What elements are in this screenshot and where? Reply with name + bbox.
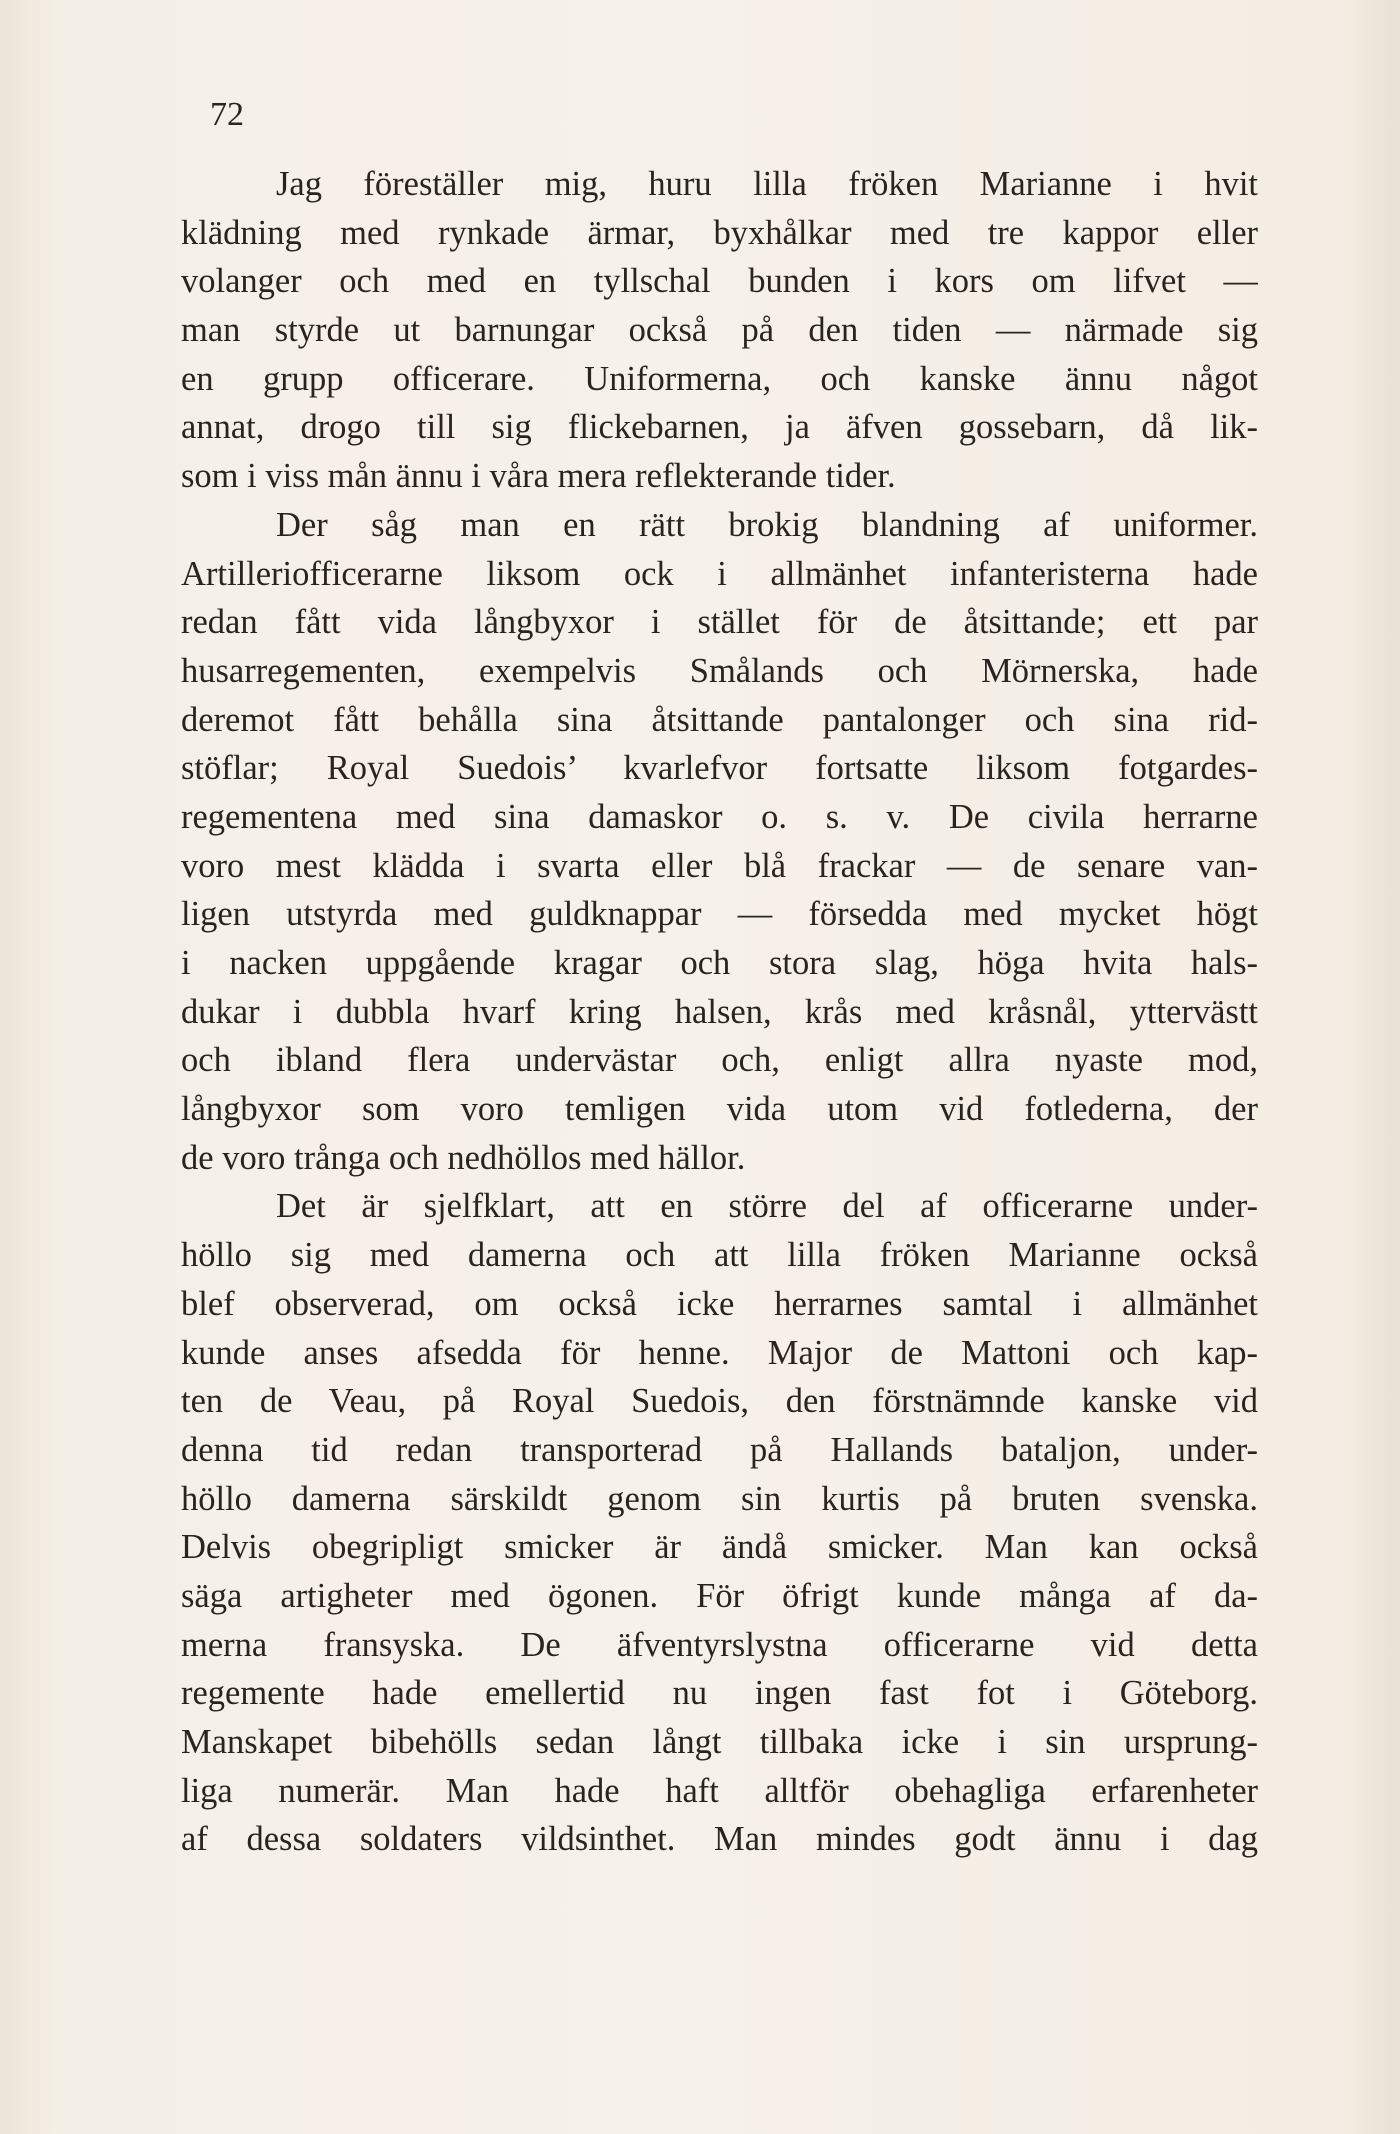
text-line: höllo sig med damerna och att lilla fröken Marianne också [181, 1236, 1258, 1275]
text-line: redan fått vida långbyxor i stället för de åtsittande; ett par [181, 603, 1258, 642]
text-line: i nacken uppgående kragar och stora slag, höga hvita hals- [181, 944, 1258, 982]
text-line: en grupp officerare. Uniformerna, och kanske ännu något [181, 359, 1258, 398]
text-line: liga numerär. Man hade haft alltför obehagliga erfarenheter [181, 1771, 1258, 1810]
text-line: och ibland flera undervästar och, enligt allra nyaste mod, [181, 1041, 1258, 1080]
text-line: annat, drogo till sig flickebarnen, ja äfven gossebarn, då lik- [181, 408, 1258, 447]
text-line: ten de Veau, på Royal Suedois, den förstnämnde kanske vid [181, 1382, 1258, 1421]
body-text [181, 160, 1258, 1864]
text-line: långbyxor som voro temligen vida utom vid fotlederna, der [181, 1090, 1258, 1129]
text-line: klädning med rynkade ärmar, byxhålkar med tre kappor eller [181, 213, 1258, 252]
text-line: Artilleriofficerarne liksom ock i allmänhet infanteristerna hade [181, 554, 1258, 593]
text-line: kunde anses afsedda för henne. Major de Mattoni och kap- [181, 1333, 1258, 1372]
text-line: Jag föreställer mig, huru lilla fröken Marianne i hvit [276, 165, 1258, 203]
text-line: denna tid redan transporterad på Hallands bataljon, under- [181, 1430, 1258, 1469]
text-line: stöflar; Royal Suedois’ kvarlefvor fortsatte liksom fotgardes- [181, 749, 1258, 788]
text-line: voro mest klädda i svarta eller blå frackar — de senare van- [181, 846, 1258, 885]
text-line: volanger och med en tyllschal bunden i kors om lifvet — [181, 262, 1258, 301]
text-line: regementena med sina damaskor o. s. v. De civila herrarne [181, 797, 1258, 836]
text-line: som i viss mån ännu i våra mera reflekterande tider. [181, 457, 896, 496]
text-line: Delvis obegripligt smicker är ändå smicker. Man kan också [181, 1528, 1258, 1567]
text-line: blef observerad, om också icke herrarnes samtal i allmänhet [181, 1284, 1258, 1323]
text-line: Manskapet bibehölls sedan långt tillbaka icke i sin ursprung- [181, 1723, 1258, 1761]
text-line: ligen utstyrda med guldknappar — försedda med mycket högt [181, 895, 1258, 934]
page-number: 72 [210, 96, 244, 133]
text-line: husarregementen, exempelvis Smålands och Mörnerska, hade [181, 651, 1258, 690]
text-line: man styrde ut barnungar också på den tiden — närmade sig [181, 311, 1258, 350]
text-line: deremot fått behålla sina åtsittande pantalonger och sina rid- [181, 700, 1258, 739]
text-line: Det är sjelfklart, att en större del af officerarne under- [276, 1187, 1258, 1226]
text-line: merna fransyska. De äfventyrslystna officerarne vid detta [181, 1625, 1258, 1664]
text-line: dukar i dubbla hvarf kring halsen, krås med kråsnål, yttervästt [181, 992, 1258, 1031]
text-line: säga artigheter med ögonen. För öfrigt kunde många af da- [181, 1576, 1258, 1615]
text-line: de voro trånga och nedhöllos med hällor. [181, 1138, 746, 1177]
text-line: af dessa soldaters vildsinthet. Man mindes godt ännu i dag [181, 1820, 1258, 1859]
text-line: Der såg man en rätt brokig blandning af uniformer. [276, 505, 1258, 544]
text-line: höllo damerna särskildt genom sin kurtis på bruten svenska. [181, 1479, 1258, 1518]
text-line: regemente hade emellertid nu ingen fast fot i Göteborg. [181, 1674, 1258, 1713]
